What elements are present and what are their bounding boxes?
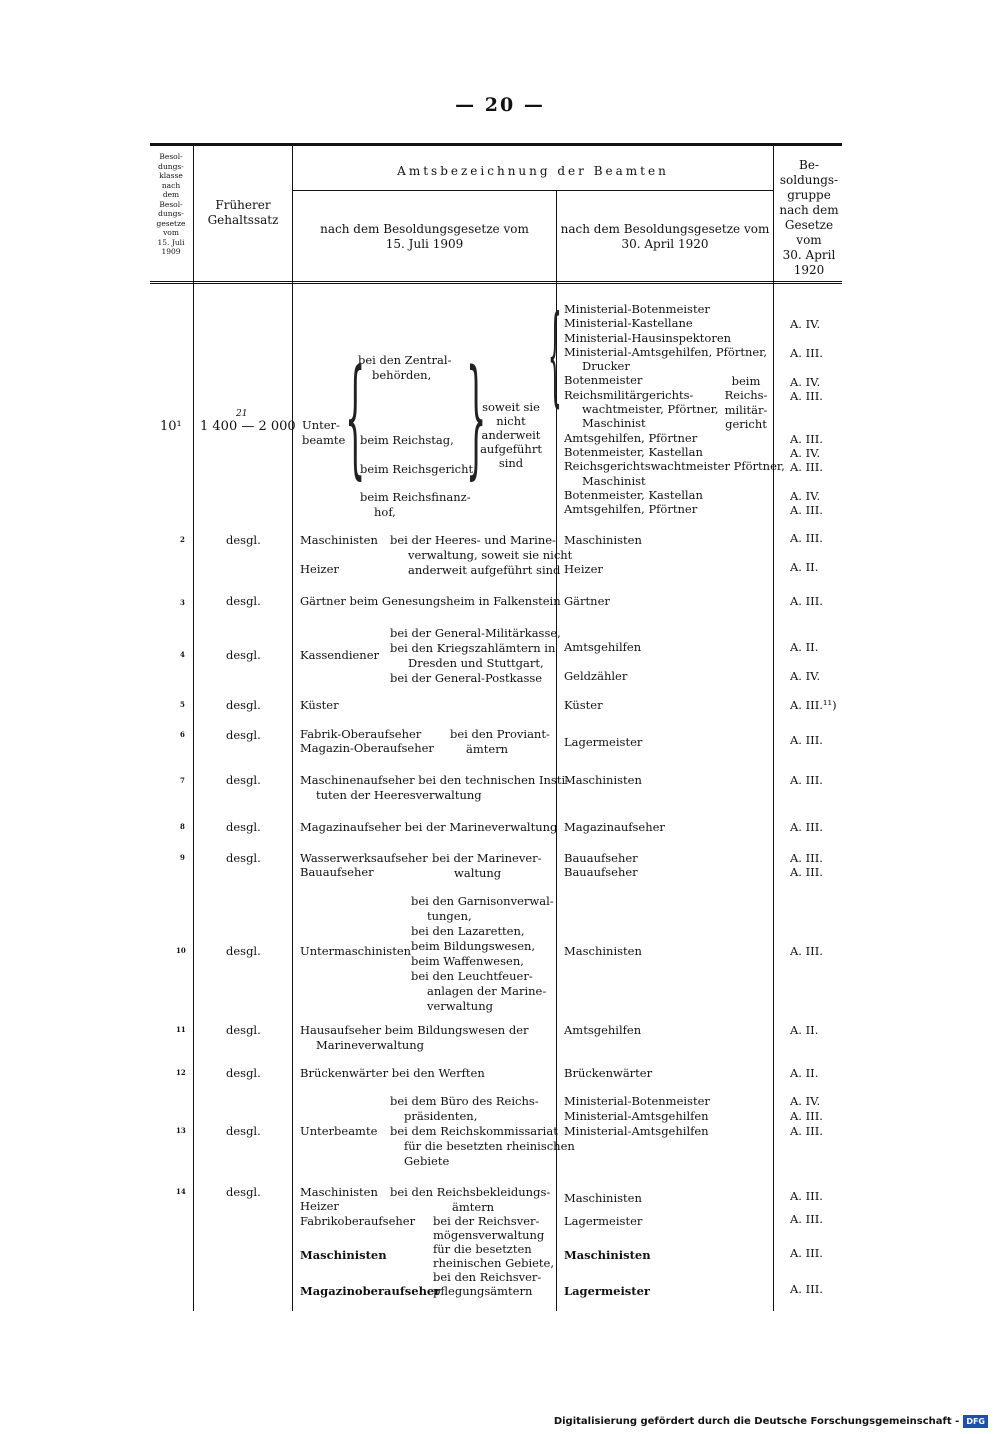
row8-old: Magazinaufseher bei der Marineverwaltung: [300, 820, 558, 834]
row10-group: A. III.: [790, 944, 823, 958]
row2-old-a: Maschinisten: [300, 533, 378, 547]
row4-klasse: 4: [180, 650, 185, 659]
row14-old-e: Magazinoberaufseher: [300, 1284, 441, 1298]
row1-unterbeamte: Unter- beamte: [302, 418, 346, 447]
row10-gehalt: desgl.: [226, 944, 261, 958]
row7-gehalt: desgl.: [226, 773, 261, 787]
row9-new-a: Bauaufseher: [564, 851, 638, 865]
row14-old-b: Heizer: [300, 1199, 339, 1213]
row5-klasse: 5: [180, 700, 185, 709]
row1-brace-mid: }: [466, 343, 487, 492]
row11-gehalt: desgl.: [226, 1023, 261, 1037]
row8-klasse: 8: [180, 822, 185, 831]
row12-old: Brückenwärter bei den Werften: [300, 1066, 485, 1080]
row2-new-a: Maschinisten: [564, 533, 642, 547]
row14-old-ctx-a: bei den Reichsbekleidungs- ämtern: [390, 1185, 551, 1214]
row10-old-ctx: bei den Garnisonverwal- tungen, bei den Lazaretten, beim Bildungswesen, beim Waffenwesen, bei den Leuchtfeuer- anlagen der Marine- verwaltung: [411, 894, 554, 1013]
row6-new: Lagermeister: [564, 735, 643, 749]
row9-gehalt: desgl.: [226, 851, 261, 865]
row9-old-a: Wasserwerksaufseher: [300, 851, 428, 865]
row12-klasse: 12: [176, 1068, 186, 1077]
row1-new-list: Ministerial-Botenmeister Ministerial-Kastellane Ministerial-Hausinspektoren Ministerial-Amtsgehilfen, Pförtner, Drucker Botenmeister Reichsmilitärgerichts- wachtmeister, Pförtner, Maschinist Amtsgehilfen, Pförtner Botenmeister, Kastellan Reichsgerichtswachtmeister Pförtner, Maschinist Botenmeister, Kastellan Amtsgehilfen, Pförtner: [564, 302, 785, 517]
header-frueher: Früherer Gehaltssatz: [207, 198, 279, 227]
row2-old-b: Heizer: [300, 562, 339, 576]
row3-new: Gärtner: [564, 594, 610, 608]
row14-old-c: Fabrikoberaufseher: [300, 1214, 416, 1228]
row4-group-b: A. IV.: [790, 669, 821, 683]
row7-old: Maschinenaufseher bei den technischen Insti- tuten der Heeresverwaltung: [300, 773, 570, 802]
row3-old: Gärtner beim Genesungsheim in Falkenstein: [300, 594, 561, 608]
header-klasse: Besol- dungs- klasse nach dem Besol- dungs- gesetze vom 15. Juli 1909: [156, 152, 186, 256]
row4-new-b: Geldzähler: [564, 669, 628, 683]
row13-gehalt: desgl.: [226, 1124, 261, 1138]
row9-group-a: A. III.: [790, 851, 823, 865]
row2-klasse: 2: [180, 535, 185, 544]
row2-gehalt: desgl.: [226, 533, 261, 547]
row8-gehalt: desgl.: [226, 820, 261, 834]
row14-old-d: Maschinisten: [300, 1248, 387, 1262]
row10-new: Maschinisten: [564, 944, 642, 958]
row9-group-b: A. III.: [790, 865, 823, 879]
row2-group-a: A. III.: [790, 531, 823, 545]
row12-gehalt: desgl.: [226, 1066, 261, 1080]
col-divider-1: [193, 146, 194, 1311]
row11-new: Amtsgehilfen: [564, 1023, 642, 1037]
row11-klasse: 11: [176, 1025, 186, 1034]
row3-gehalt: desgl.: [226, 594, 261, 608]
row5-gehalt: desgl.: [226, 698, 261, 712]
row10-old: Untermaschinisten: [300, 944, 412, 958]
row10-klasse: 10: [176, 946, 186, 955]
row1-zentralbehoerden: bei den Zentral- behörden,: [358, 353, 452, 382]
row1-reichsgericht: beim Reichsgericht,: [360, 462, 477, 476]
footer-text: Digitalisierung gefördert durch die Deutsche Forschungsgemeinschaft -: [553, 1416, 960, 1427]
table-top-rule: [150, 143, 842, 146]
row11-old: Hausaufseher beim Bildungswesen der Marineverwaltung: [300, 1023, 529, 1052]
header-bottom-rule: [150, 281, 842, 282]
amts-subrule: [293, 190, 773, 191]
row3-group: A. III.: [790, 594, 823, 608]
row1-reichstag: beim Reichstag,: [360, 433, 454, 447]
row1-klasse: 10¹: [160, 419, 182, 434]
row6-old-ctx: bei den Proviant- ämtern: [450, 727, 550, 756]
row1-brace-new: {: [548, 293, 562, 418]
row6-gehalt: desgl.: [226, 728, 261, 742]
row1-gehalt-note: 21: [236, 409, 248, 419]
row5-group: A. III.¹¹): [790, 698, 837, 712]
row13-new: Ministerial-Botenmeister Ministerial-Amtsgehilfen Ministerial-Amtsgehilfen: [564, 1094, 710, 1138]
row3-klasse: 3: [180, 598, 185, 607]
dfg-logo-icon: DFG: [963, 1415, 988, 1428]
row4-gehalt: desgl.: [226, 648, 261, 662]
row7-klasse: 7: [180, 776, 185, 785]
row1-reichsfinanzhof: beim Reichsfinanz- hof,: [360, 490, 471, 519]
row14-gehalt: desgl.: [226, 1185, 261, 1199]
row14-old-ctx-b: bei der Reichsver- mögensverwaltung für die besetzten rheinischen Gebiete, bei den Reichsver- pflegungsämtern: [433, 1214, 555, 1298]
row13-klasse: 13: [176, 1126, 186, 1135]
row2-group-b: A. II.: [790, 560, 819, 574]
header-amtsbezeichnung: Amtsbezeichnung der Beamten: [397, 164, 669, 178]
row2-new-b: Heizer: [564, 562, 603, 576]
row14-old-a: Maschinisten: [300, 1185, 378, 1199]
row4-new-a: Amtsgehilfen: [564, 640, 642, 654]
row9-new-b: Bauaufseher: [564, 865, 638, 879]
row2-old-ctx: bei der Heeres- und Marine- verwaltung, soweit sie nicht anderweit aufgeführt sind: [390, 533, 573, 577]
row8-new: Magazinaufseher: [564, 820, 665, 834]
row14-klasse: 14: [176, 1187, 186, 1196]
row1-brace-left: {: [345, 343, 366, 492]
row6-group: A. III.: [790, 733, 823, 747]
row9-old-b: Bauaufseher: [300, 865, 374, 879]
row4-group-a: A. II.: [790, 640, 819, 654]
row4-old: Kassendiener: [300, 648, 380, 662]
header-gruppe: Be- soldungs- gruppe nach dem Gesetze vom 30. April 1920: [779, 158, 839, 277]
col-divider-2: [292, 146, 293, 1311]
row6-old-b: Magazin-Oberaufseher: [300, 741, 434, 755]
row5-old: Küster: [300, 698, 339, 712]
row6-klasse: 6: [180, 730, 185, 739]
row8-group: A. III.: [790, 820, 823, 834]
row6-old-a: Fabrik-Oberaufseher: [300, 727, 422, 741]
page-number: — 20 —: [455, 94, 545, 116]
footer-credit: [554, 1415, 988, 1428]
row1-beim-rmg: beim Reichs- militär- gericht: [724, 374, 768, 431]
row1-gehalt: 1 400 — 2 000: [200, 419, 296, 434]
row13-groups: A. IV. A. III. A. III.: [790, 1094, 823, 1138]
row5-new: Küster: [564, 698, 603, 712]
header-1909: nach dem Besoldungsgesetze vom 15. Juli 1909: [320, 222, 529, 251]
header-1920: nach dem Besoldungsgesetze vom 30. April 1920: [560, 222, 770, 251]
row7-group: A. III.: [790, 773, 823, 787]
row13-old-ctx: bei dem Büro des Reichs- präsidenten, bei dem Reichskommissariat für die besetzten rheinischen Gebiete: [390, 1094, 575, 1168]
row9-old-ctx: bei der Marinever- waltung: [432, 851, 542, 880]
row1-soweit: soweit sie nicht anderweit aufgeführt sind: [480, 400, 542, 470]
row9-klasse: 9: [180, 853, 185, 862]
row11-group: A. II.: [790, 1023, 819, 1037]
row4-old-ctx: bei der General-Militärkasse, bei den Kriegszahlämtern in Dresden und Stuttgart, bei der General-Postkasse: [390, 626, 561, 685]
header-bottom-rule-2: [150, 283, 842, 284]
row12-group: A. II.: [790, 1066, 819, 1080]
row12-new: Brückenwärter: [564, 1066, 653, 1080]
row13-old: Unterbeamte: [300, 1124, 378, 1138]
row7-new: Maschinisten: [564, 773, 642, 787]
